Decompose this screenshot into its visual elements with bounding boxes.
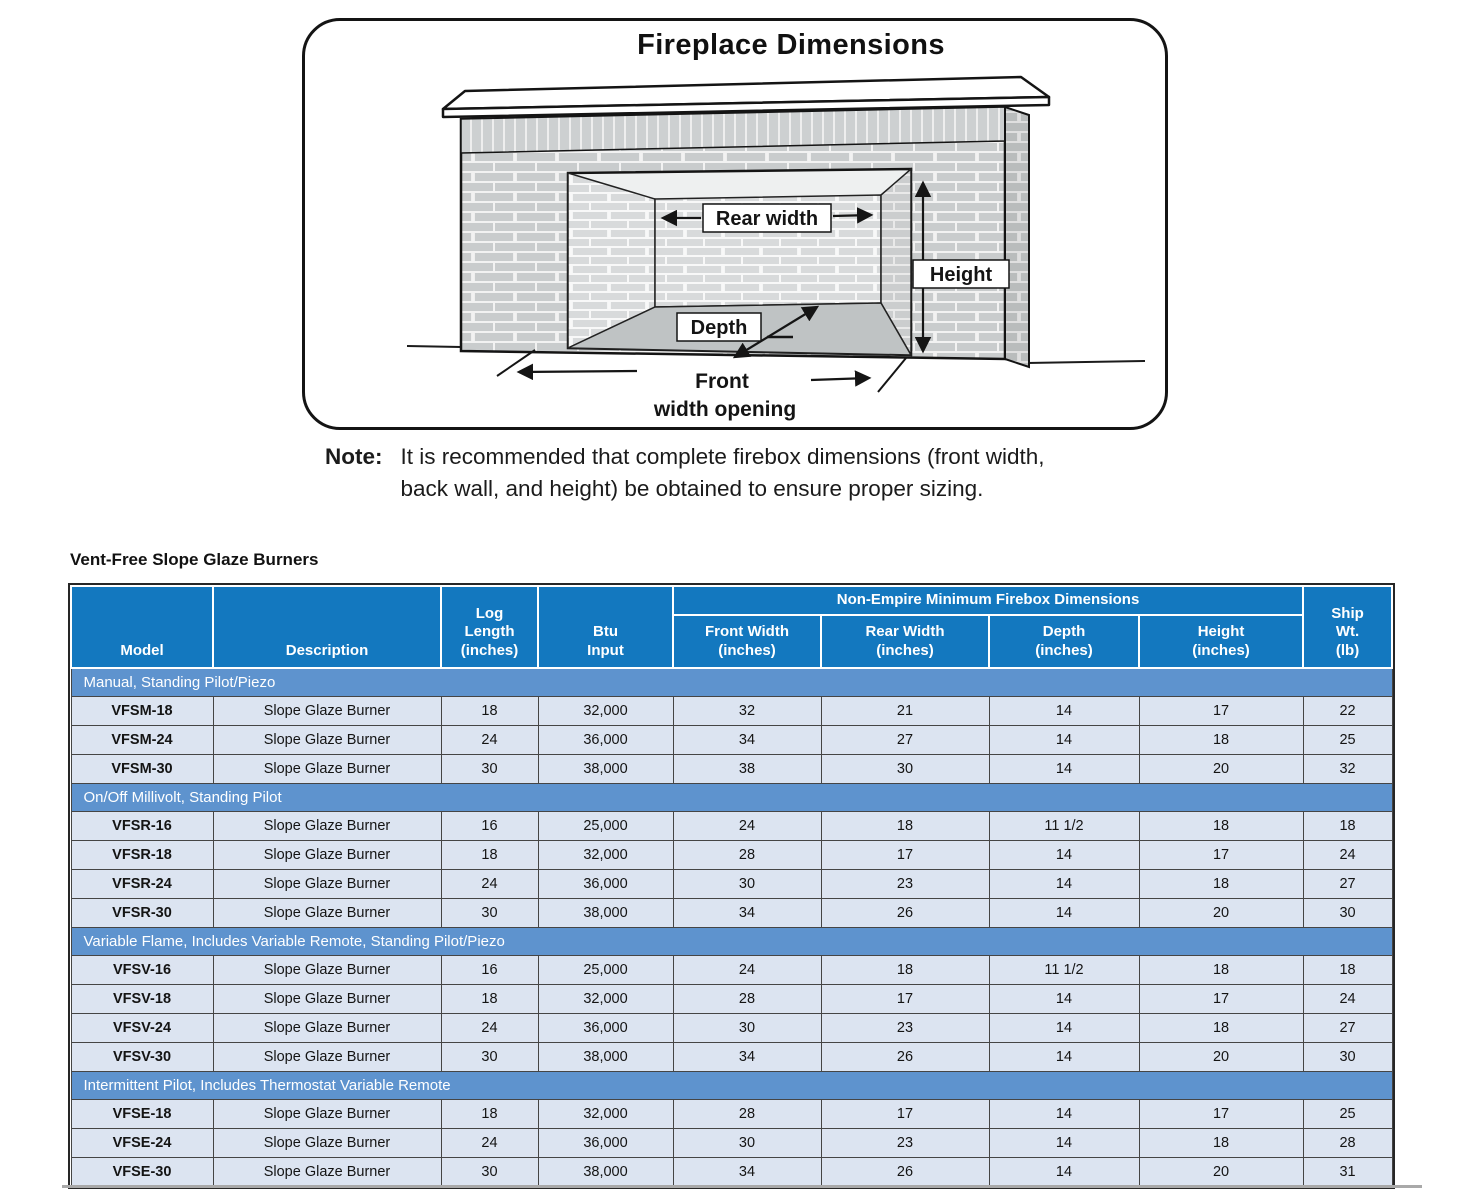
table-cell: 18 <box>1303 956 1392 985</box>
table-row <box>71 899 1392 928</box>
table-row <box>71 956 1392 985</box>
table-cell: 32,000 <box>538 1100 673 1129</box>
table-cell: 30 <box>1303 899 1392 928</box>
col-header-btu-input: Btu Input <box>538 586 673 668</box>
table-cell: Slope Glaze Burner <box>213 899 441 928</box>
table-cell: 16 <box>441 812 538 841</box>
table-cell: 32,000 <box>538 985 673 1014</box>
table-cell: 14 <box>989 726 1139 755</box>
model-cell: VFSE-18 <box>71 1100 213 1129</box>
table-cell: 11 1/2 <box>989 812 1139 841</box>
table-cell: 17 <box>821 1100 989 1129</box>
table-cell: 14 <box>989 697 1139 726</box>
table-cell: 26 <box>821 1158 989 1187</box>
model-cell: VFSR-16 <box>71 812 213 841</box>
table-cell: 17 <box>1139 985 1303 1014</box>
table-cell: 24 <box>441 1014 538 1043</box>
table-cell: 26 <box>821 1043 989 1072</box>
burner-table-wrap <box>68 583 1395 1189</box>
table-cell: 20 <box>1139 1043 1303 1072</box>
model-cell: VFSE-24 <box>71 1129 213 1158</box>
table-cell: 30 <box>441 1158 538 1187</box>
col-header-ship-wt: Ship Wt. (lb) <box>1303 586 1392 668</box>
table-cell: 26 <box>821 899 989 928</box>
section-header-row <box>71 784 1392 812</box>
rear-width-label: Rear width <box>715 208 819 230</box>
table-cell: 27 <box>821 726 989 755</box>
table-cell: 22 <box>1303 697 1392 726</box>
diagram-title: Fireplace Dimensions <box>637 29 945 61</box>
table-cell: 24 <box>441 870 538 899</box>
table-cell: 36,000 <box>538 1014 673 1043</box>
table-cell: 24 <box>1303 841 1392 870</box>
section-header-row <box>71 928 1392 956</box>
table-cell: Slope Glaze Burner <box>213 726 441 755</box>
section-header-cell: Manual, Standing Pilot/Piezo <box>71 668 1392 697</box>
table-cell: 14 <box>989 1129 1139 1158</box>
col-header-rear-width: Rear Width (inches) <box>821 615 989 668</box>
section-header-row <box>71 1072 1392 1100</box>
model-cell: VFSR-30 <box>71 899 213 928</box>
table-cell: 21 <box>821 697 989 726</box>
table-row <box>71 841 1392 870</box>
burner-table-body <box>71 668 1392 1187</box>
table-cell: 36,000 <box>538 726 673 755</box>
table-cell: Slope Glaze Burner <box>213 1129 441 1158</box>
table-cell: 18 <box>1139 870 1303 899</box>
model-cell: VFSV-30 <box>71 1043 213 1072</box>
model-cell: VFSR-24 <box>71 870 213 899</box>
table-cell: Slope Glaze Burner <box>213 956 441 985</box>
table-cell: 24 <box>441 726 538 755</box>
table-row <box>71 985 1392 1014</box>
table-cell: 36,000 <box>538 870 673 899</box>
table-cell: 18 <box>1139 1129 1303 1158</box>
table-cell: 28 <box>673 985 821 1014</box>
col-header-model: Model <box>71 586 213 668</box>
col-header-log-length: Log Length (inches) <box>441 586 538 668</box>
table-row <box>71 1158 1392 1187</box>
depth-label: Depth <box>690 317 748 339</box>
table-cell: 27 <box>1303 870 1392 899</box>
col-header-description: Description <box>213 586 441 668</box>
table-cell: 16 <box>441 956 538 985</box>
table-cell: 20 <box>1139 899 1303 928</box>
note <box>325 441 1101 505</box>
table-cell: 17 <box>1139 841 1303 870</box>
table-cell: 34 <box>673 899 821 928</box>
table-cell: Slope Glaze Burner <box>213 1043 441 1072</box>
table-cell: 18 <box>441 1100 538 1129</box>
table-cell: 28 <box>673 841 821 870</box>
model-cell: VFSV-18 <box>71 985 213 1014</box>
table-cell: 18 <box>1303 812 1392 841</box>
table-cell: 20 <box>1139 755 1303 784</box>
table-cell: 14 <box>989 870 1139 899</box>
fireplace-illustration <box>305 21 1171 433</box>
table-cell: 34 <box>673 1043 821 1072</box>
page-bottom-rule <box>62 1185 1422 1188</box>
section-header-cell: Variable Flame, Includes Variable Remote, Standing Pilot/Piezo <box>71 928 1392 956</box>
table-cell: 30 <box>673 870 821 899</box>
section-header-cell: Intermittent Pilot, Includes Thermostat Variable Remote <box>71 1072 1392 1100</box>
table-cell: 18 <box>821 956 989 985</box>
table-cell: 14 <box>989 1158 1139 1187</box>
table-row <box>71 1043 1392 1072</box>
table-title: Vent-Free Slope Glaze Burners <box>70 550 319 569</box>
table-cell: 30 <box>821 755 989 784</box>
table-cell: 30 <box>441 1043 538 1072</box>
table-cell: 36,000 <box>538 1129 673 1158</box>
col-header-front-width: Front Width (inches) <box>673 615 821 668</box>
col-header-height: Height (inches) <box>1139 615 1303 668</box>
table-cell: 25,000 <box>538 812 673 841</box>
table-cell: Slope Glaze Burner <box>213 1158 441 1187</box>
table-row <box>71 812 1392 841</box>
model-cell: VFSM-18 <box>71 697 213 726</box>
table-cell: 18 <box>1139 812 1303 841</box>
table-cell: 38,000 <box>538 899 673 928</box>
model-cell: VFSV-16 <box>71 956 213 985</box>
table-cell: 18 <box>441 841 538 870</box>
table-cell: 18 <box>441 697 538 726</box>
front-width-label-line1: Front <box>695 370 749 393</box>
table-row <box>71 726 1392 755</box>
table-cell: 14 <box>989 1014 1139 1043</box>
ground-line-left <box>407 346 461 347</box>
table-cell: 38,000 <box>538 755 673 784</box>
table-cell: 32 <box>1303 755 1392 784</box>
height-label: Height <box>929 264 993 286</box>
table-cell: 31 <box>1303 1158 1392 1187</box>
table-cell: 24 <box>441 1129 538 1158</box>
fireplace-diagram <box>302 18 1168 430</box>
ground-line-right <box>1027 361 1145 363</box>
table-cell: 34 <box>673 1158 821 1187</box>
table-row <box>71 697 1392 726</box>
table-cell: Slope Glaze Burner <box>213 1014 441 1043</box>
table-cell: 18 <box>1139 956 1303 985</box>
side-face-shading <box>1005 107 1029 367</box>
table-row <box>71 870 1392 899</box>
table-cell: 25 <box>1303 1100 1392 1129</box>
section-header-cell: On/Off Millivolt, Standing Pilot <box>71 784 1392 812</box>
table-cell: 23 <box>821 1014 989 1043</box>
table-cell: 14 <box>989 1043 1139 1072</box>
table-cell: 18 <box>1139 726 1303 755</box>
table-cell: 30 <box>673 1129 821 1158</box>
table-cell: 20 <box>1139 1158 1303 1187</box>
table-cell: 30 <box>1303 1043 1392 1072</box>
table-cell: 28 <box>673 1100 821 1129</box>
table-row <box>71 1129 1392 1158</box>
table-cell: 23 <box>821 870 989 899</box>
front-width-annotation <box>497 350 906 421</box>
front-width-label-line2: width opening <box>653 398 797 421</box>
table-cell: Slope Glaze Burner <box>213 755 441 784</box>
table-cell: 38,000 <box>538 1158 673 1187</box>
model-cell: VFSE-30 <box>71 1158 213 1187</box>
table-cell: 38,000 <box>538 1043 673 1072</box>
table-row <box>71 755 1392 784</box>
model-cell: VFSM-30 <box>71 755 213 784</box>
burner-table <box>70 585 1393 1187</box>
col-header-depth: Depth (inches) <box>989 615 1139 668</box>
note-label: Note: <box>325 444 383 469</box>
table-cell: 14 <box>989 755 1139 784</box>
table-cell: Slope Glaze Burner <box>213 1100 441 1129</box>
table-cell: 34 <box>673 726 821 755</box>
table-cell: Slope Glaze Burner <box>213 841 441 870</box>
table-cell: 30 <box>441 755 538 784</box>
table-cell: 27 <box>1303 1014 1392 1043</box>
group-header-firebox-dimensions: Non-Empire Minimum Firebox Dimensions <box>673 586 1303 615</box>
table-cell: 18 <box>1139 1014 1303 1043</box>
table-cell: 30 <box>673 1014 821 1043</box>
table-cell: 17 <box>1139 697 1303 726</box>
table-cell: 17 <box>821 985 989 1014</box>
section-header-row <box>71 668 1392 697</box>
table-cell: 11 1/2 <box>989 956 1139 985</box>
table-cell: Slope Glaze Burner <box>213 812 441 841</box>
table-cell: 18 <box>441 985 538 1014</box>
table-cell: 18 <box>821 812 989 841</box>
table-cell: 38 <box>673 755 821 784</box>
table-cell: 25 <box>1303 726 1392 755</box>
table-cell: 14 <box>989 899 1139 928</box>
table-cell: 32 <box>673 697 821 726</box>
table-cell: 32,000 <box>538 841 673 870</box>
table-cell: 30 <box>441 899 538 928</box>
table-cell: 28 <box>1303 1129 1392 1158</box>
table-cell: Slope Glaze Burner <box>213 870 441 899</box>
table-cell: 32,000 <box>538 697 673 726</box>
model-cell: VFSV-24 <box>71 1014 213 1043</box>
table-cell: 14 <box>989 1100 1139 1129</box>
table-cell: Slope Glaze Burner <box>213 697 441 726</box>
model-cell: VFSR-18 <box>71 841 213 870</box>
table-cell: 17 <box>821 841 989 870</box>
table-cell: 14 <box>989 841 1139 870</box>
note-text: It is recommended that complete firebox dimensions (front width, back wall, and height) be obtained to ensure proper sizing. <box>400 444 1045 501</box>
table-cell: 24 <box>673 956 821 985</box>
table-cell: 25,000 <box>538 956 673 985</box>
table-cell: Slope Glaze Burner <box>213 985 441 1014</box>
table-cell: 24 <box>673 812 821 841</box>
model-cell: VFSM-24 <box>71 726 213 755</box>
table-cell: 24 <box>1303 985 1392 1014</box>
table-cell: 23 <box>821 1129 989 1158</box>
table-cell: 17 <box>1139 1100 1303 1129</box>
table-row <box>71 1100 1392 1129</box>
table-row <box>71 1014 1392 1043</box>
table-cell: 14 <box>989 985 1139 1014</box>
